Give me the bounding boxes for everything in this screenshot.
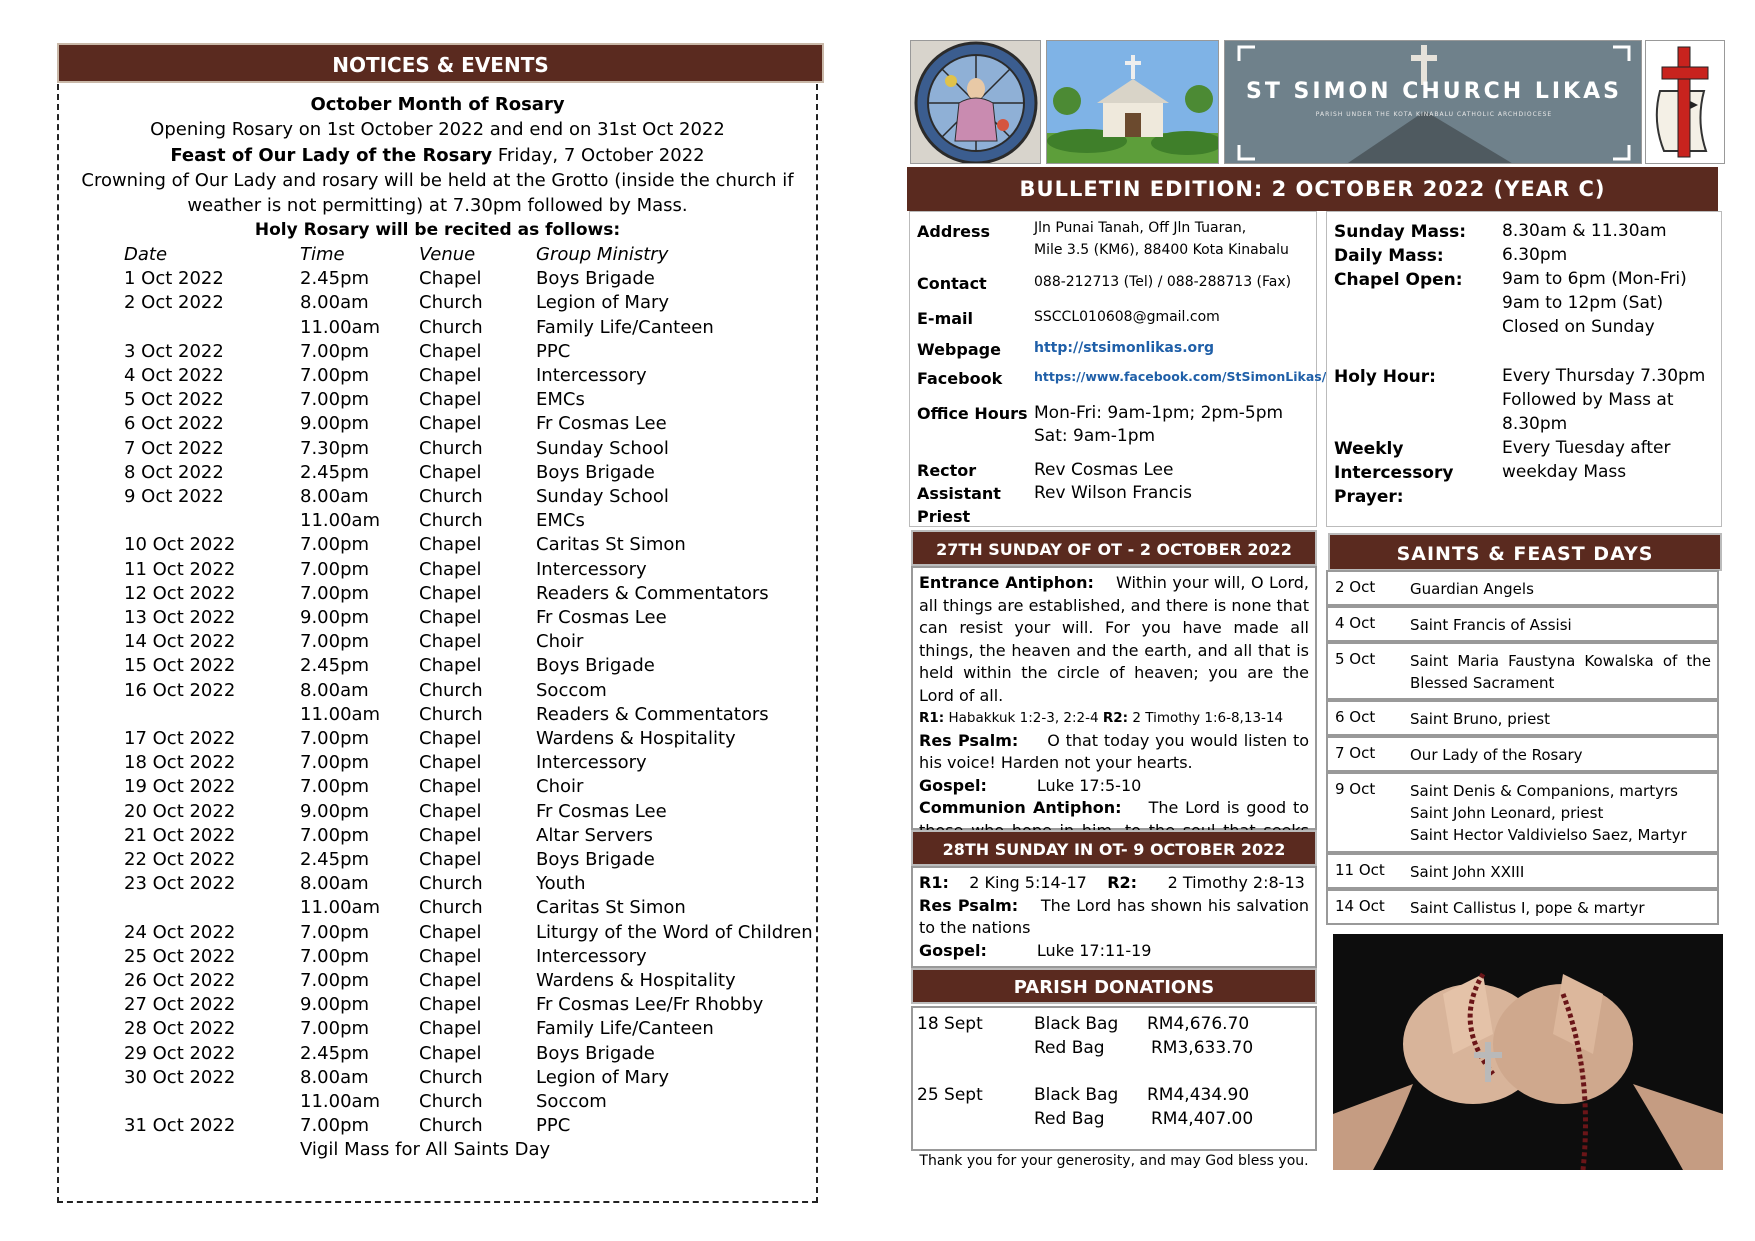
- facebook-label: Facebook: [917, 369, 1003, 388]
- rosary-group: Fr Cosmas Lee: [536, 413, 667, 435]
- rosary-row: [0, 534, 761, 558]
- holy-hour-line1: Every Thursday 7.30pm: [1502, 366, 1706, 386]
- rosary-time: 8.00am: [300, 1066, 369, 1088]
- donation-bag: Red Bag: [1034, 1038, 1105, 1058]
- rosary-date: 2 Oct 2022: [124, 292, 224, 314]
- church-name: ST SIMON CHURCH LIKAS: [1246, 79, 1622, 104]
- church-subtitle: PARISH UNDER THE KOTA KINABALU CATHOLIC ARCHDIOCESE: [1315, 111, 1553, 118]
- cross-logo: [1645, 40, 1725, 164]
- rosary-group: Family Life/Canteen: [536, 316, 714, 338]
- assistant-label-priest: Priest: [917, 507, 971, 526]
- saint-name: Saint Bruno, priest: [1410, 710, 1551, 728]
- rosary-group: EMCs: [536, 389, 585, 411]
- holy-hour-line3: 8.30pm: [1502, 414, 1568, 434]
- rosary-group: Readers & Commentators: [536, 582, 769, 604]
- rosary-row: [0, 752, 761, 776]
- sunday27-readings: Entrance Antiphon: Within your will, O Lord, all things are established, and there is none that can resist your will. For you have made all things, the heaven and the earth, and all that is held within the circle of heaven; you are the Lord of all. R1: Habakkuk 1:2-3, 2:2-4 R2: 2 Timothy 1:6-8,13-14 Res Psalm: O that today you would listen to his voice! Harden not your hearts. Gospel: Luke 17:5-10 Communion Antiphon: The Lord is good to: [911, 566, 1317, 830]
- rosary-row: [0, 873, 761, 897]
- rosary-venue: Chapel: [419, 776, 482, 798]
- rosary-venue: Chapel: [419, 752, 482, 774]
- rosary-row: [0, 897, 761, 921]
- saint-name: Saint John XXIII: [1410, 863, 1525, 881]
- crowning-line2: weather is not permitting) at 7.30pm followed by Mass.: [187, 195, 688, 216]
- rosary-group: Boys Brigade: [536, 655, 655, 677]
- donation-amount: RM4,434.90: [1147, 1085, 1250, 1105]
- rosary-time: 11.00am: [300, 316, 381, 338]
- rosary-date: 16 Oct 2022: [124, 679, 236, 701]
- notices-line1: Opening Rosary on 1st October 2022 and end on 31st Oct 2022: [150, 119, 725, 140]
- saint-date: 14 Oct: [1335, 897, 1385, 915]
- rosary-group: Boys Brigade: [536, 849, 655, 870]
- contact-value: 088-212713 (Tel) / 088-288713 (Fax): [1034, 274, 1292, 290]
- rosary-venue: Church: [419, 873, 483, 895]
- rosary-venue: Church: [419, 316, 483, 338]
- rosary-row: [0, 1043, 761, 1067]
- rosary-date: 8 Oct 2022: [124, 461, 224, 483]
- weekly-label3: Prayer:: [1334, 487, 1404, 507]
- rosary-group: Legion of Mary: [536, 1066, 670, 1088]
- rosary-date: 7 Oct 2022: [124, 437, 224, 459]
- donation-date: 25 Sept: [917, 1085, 983, 1105]
- rosary-date: 28 Oct 2022: [124, 1018, 236, 1040]
- rosary-date: 30 Oct 2022: [124, 1066, 236, 1088]
- rector-value: Rev Cosmas Lee: [1034, 460, 1174, 480]
- rosary-venue: Chapel: [419, 800, 482, 822]
- sunday-mass-value: 8.30am & 11.30am: [1502, 221, 1667, 241]
- rosary-group: Youth: [536, 873, 586, 895]
- rosary-row: [0, 462, 761, 486]
- saint-row: [1326, 853, 1719, 889]
- rosary-date: 14 Oct 2022: [124, 631, 236, 653]
- rosary-date: 29 Oct 2022: [124, 1042, 236, 1064]
- rosary-group: PPC: [536, 1115, 571, 1137]
- saint-row: [1326, 606, 1719, 642]
- rosary-venue: Chapel: [419, 389, 482, 411]
- rosary-time: 9.00pm: [300, 413, 370, 435]
- rosary-venue: Church: [419, 486, 483, 507]
- rosary-group: Boys Brigade: [536, 268, 655, 290]
- address-line1: Jln Punai Tanah, Off Jln Tuaran,: [1034, 220, 1247, 236]
- rosary-date: 10 Oct 2022: [124, 534, 236, 556]
- donation-date: 18 Sept: [917, 1014, 983, 1034]
- rosary-time: 7.00pm: [300, 534, 370, 556]
- donations-thanks: Thank you for your generosity, and may God bless you.: [919, 1153, 1309, 1169]
- rosary-time: 7.00pm: [300, 558, 370, 580]
- rosary-date: 17 Oct 2022: [124, 728, 236, 749]
- rosary-group: Sunday School: [536, 486, 669, 507]
- rosary-date: 22 Oct 2022: [124, 849, 236, 870]
- rosary-venue: Church: [419, 897, 483, 919]
- saint-date: 4 Oct: [1335, 614, 1376, 632]
- rosary-column-header: Venue: [419, 244, 476, 265]
- rosary-group: Fr Cosmas Lee: [536, 607, 667, 628]
- weekly-label2: Intercessory: [1334, 463, 1454, 483]
- donation-amount: RM4,676.70: [1147, 1014, 1250, 1034]
- rosary-venue: Chapel: [419, 1018, 482, 1040]
- rosary-row: [0, 486, 761, 510]
- weekly-line2: weekday Mass: [1502, 462, 1627, 482]
- rosary-time: 7.00pm: [300, 921, 370, 943]
- saint-row: [1326, 772, 1719, 853]
- rosary-time: 7.00pm: [300, 389, 370, 411]
- rosary-venue: Chapel: [419, 340, 482, 362]
- rosary-group: Intercessory: [536, 558, 647, 580]
- rosary-row: [0, 1139, 761, 1163]
- rosary-date: 25 Oct 2022: [124, 945, 236, 967]
- rosary-date: 26 Oct 2022: [124, 970, 236, 991]
- rosary-group: Caritas St Simon: [536, 534, 686, 556]
- rosary-time: 7.00pm: [300, 1115, 370, 1137]
- rosary-row: [0, 1091, 761, 1115]
- chapel-open-label: Chapel Open:: [1334, 270, 1463, 290]
- saint-name: Guardian Angels: [1410, 580, 1534, 598]
- rosary-column-header: Time: [300, 244, 345, 265]
- rosary-venue: Church: [419, 292, 483, 314]
- rosary-date: 27 Oct 2022: [124, 994, 236, 1016]
- saint-row: [1326, 736, 1719, 772]
- rosary-row: [0, 1115, 761, 1139]
- rosary-time: 8.00am: [300, 486, 369, 507]
- daily-mass-label: Daily Mass:: [1334, 246, 1444, 266]
- rosary-row: [0, 655, 761, 679]
- church-building-image: [1046, 40, 1219, 164]
- rosary-venue: Chapel: [419, 921, 482, 943]
- rosary-time: 2.45pm: [300, 655, 370, 677]
- notices-headline: October Month of Rosary: [310, 94, 565, 115]
- rosary-row: [0, 268, 761, 292]
- rosary-venue: Chapel: [419, 365, 482, 386]
- rosary-header-row: [0, 244, 761, 268]
- rosary-venue: Chapel: [419, 461, 482, 483]
- rosary-group: EMCs: [536, 510, 585, 532]
- rosary-group: Caritas St Simon: [536, 897, 686, 919]
- rosary-group: Altar Servers: [536, 824, 653, 846]
- rosary-venue: Church: [419, 510, 483, 532]
- rosary-date: 19 Oct 2022: [124, 776, 236, 798]
- rosary-time: 7.00pm: [300, 582, 370, 604]
- rosary-date: 12 Oct 2022: [124, 582, 236, 604]
- saint-date: 7 Oct: [1335, 744, 1376, 762]
- rosary-group: Choir: [536, 776, 584, 798]
- rosary-row: [0, 438, 761, 462]
- rosary-venue: Chapel: [419, 607, 482, 628]
- rosary-time: 8.00am: [300, 679, 369, 701]
- rosary-date: 15 Oct 2022: [124, 655, 236, 677]
- rosary-venue: Chapel: [419, 994, 482, 1016]
- chapel-open-line3: Closed on Sunday: [1502, 317, 1655, 337]
- rosary-row: [0, 1018, 761, 1042]
- rosary-time: 7.00pm: [300, 824, 370, 846]
- rosary-group: Sunday School: [536, 437, 669, 459]
- rosary-date: 3 Oct 2022: [124, 340, 224, 362]
- rosary-date: 13 Oct 2022: [124, 607, 236, 628]
- rosary-group: Soccom: [536, 679, 607, 701]
- saint-row: [1326, 642, 1719, 700]
- address-label: Address: [917, 222, 991, 241]
- chapel-open-line1: 9am to 6pm (Mon-Fri): [1502, 269, 1687, 289]
- rosary-row: [0, 365, 761, 389]
- donations-title: PARISH DONATIONS: [911, 968, 1317, 1004]
- email-value[interactable]: SSCCL010608@gmail.com: [1034, 309, 1220, 325]
- rosary-time: 7.00pm: [300, 728, 370, 749]
- donation-bag: Red Bag: [1034, 1109, 1105, 1129]
- rosary-row: [0, 559, 761, 583]
- saint-row: [1326, 570, 1719, 606]
- saint-date: 5 Oct: [1335, 650, 1376, 668]
- rosary-row: [0, 389, 761, 413]
- rosary-row: [0, 970, 761, 994]
- rosary-row: [0, 946, 761, 970]
- rosary-row: [0, 510, 761, 534]
- donation-bag: Black Bag: [1034, 1085, 1119, 1105]
- rosary-group: Readers & Commentators: [536, 703, 769, 725]
- webpage-link[interactable]: http://stsimonlikas.org: [1034, 340, 1215, 356]
- rosary-venue: Chapel: [419, 413, 482, 435]
- saint-row: [1326, 700, 1719, 736]
- rosary-venue: Church: [419, 703, 483, 725]
- rosary-venue: Chapel: [419, 945, 482, 967]
- rosary-row: [0, 631, 761, 655]
- rosary-date: 9 Oct 2022: [124, 486, 224, 507]
- rosary-hands-image: [1333, 934, 1723, 1170]
- rosary-time: 8.00am: [300, 292, 369, 314]
- rosary-row: [0, 607, 761, 631]
- rosary-date: 31 Oct 2022: [124, 1115, 236, 1137]
- rosary-venue: Chapel: [419, 849, 482, 870]
- rosary-date: 23 Oct 2022: [124, 873, 236, 895]
- rector-label: Rector: [917, 461, 977, 480]
- rosary-time: 7.00pm: [300, 776, 370, 798]
- rosary-venue: Chapel: [419, 824, 482, 846]
- rosary-time: 11.00am: [300, 897, 381, 919]
- rosary-column-header: Date: [124, 244, 168, 265]
- address-line2: Mile 3.5 (KM6), 88400 Kota Kinabalu: [1034, 242, 1289, 258]
- church-banner: [1224, 40, 1642, 164]
- holy-hour-label: Holy Hour:: [1334, 367, 1436, 387]
- rosary-date: 21 Oct 2022: [124, 824, 236, 846]
- rosary-time: 9.00pm: [300, 607, 370, 628]
- edition-bar: BULLETIN EDITION: 2 OCTOBER 2022 (YEAR C): [907, 167, 1718, 211]
- rosary-venue: Church: [419, 679, 483, 701]
- daily-mass-value: 6.30pm: [1502, 245, 1568, 265]
- rosary-venue: Chapel: [419, 534, 482, 556]
- facebook-link[interactable]: https://www.facebook.com/StSimonLikas/: [1034, 369, 1327, 384]
- saint-name: Saint Callistus I, pope & martyr: [1410, 899, 1645, 917]
- rosary-time: 9.00pm: [300, 994, 370, 1016]
- rosary-time: 7.00pm: [300, 1018, 370, 1040]
- rosary-row: [0, 921, 813, 946]
- rosary-date: 5 Oct 2022: [124, 389, 224, 411]
- rosary-group: Choir: [536, 631, 584, 653]
- donation-bag: Black Bag: [1034, 1014, 1119, 1034]
- contact-label: Contact: [917, 274, 987, 293]
- saint-date: 9 Oct: [1335, 780, 1376, 798]
- rosary-row: [0, 776, 761, 800]
- rosary-venue: Chapel: [419, 558, 482, 580]
- rosary-group: Wardens & Hospitality: [536, 970, 736, 991]
- rosary-time: 7.00pm: [300, 365, 370, 386]
- rosary-date: 20 Oct 2022: [124, 800, 236, 822]
- rosary-row: [0, 680, 761, 704]
- rosary-time: 7.00pm: [300, 752, 370, 774]
- rosary-row: [0, 703, 769, 728]
- weekly-label1: Weekly: [1334, 439, 1404, 459]
- rosary-time: 2.45pm: [300, 1042, 370, 1064]
- rosary-row: [0, 994, 764, 1018]
- rosary-time: 7.00pm: [300, 631, 370, 653]
- rosary-time: 9.00pm: [300, 800, 370, 822]
- rosary-venue: Chapel: [419, 582, 482, 604]
- weekly-line1: Every Tuesday after: [1502, 438, 1671, 458]
- saints-title: SAINTS & FEAST DAYS: [1328, 533, 1722, 571]
- email-label: E-mail: [917, 309, 974, 328]
- rosary-group: Intercessory: [536, 945, 647, 967]
- rosary-time: 2.45pm: [300, 849, 370, 870]
- rosary-venue: Church: [419, 1091, 483, 1112]
- rosary-time: 11.00am: [300, 1091, 381, 1112]
- rosary-time: 2.45pm: [300, 268, 370, 290]
- rosary-group: PPC: [536, 340, 571, 362]
- rosary-time: 11.00am: [300, 510, 381, 532]
- rosary-row: [0, 341, 761, 365]
- rosary-group: Soccom: [536, 1091, 607, 1112]
- saint-name: Saint Denis & Companions, martyrs Saint John Leonard, priest Saint Hector Valdivielso Saez, Martyr: [1410, 782, 1687, 844]
- office-hours-line1: Mon-Fri: 9am-1pm; 2pm-5pm: [1034, 403, 1284, 423]
- rosary-time: 7.00pm: [300, 340, 370, 362]
- rosary-row: [0, 292, 761, 316]
- rosary-venue: Chapel: [419, 631, 482, 653]
- sunday27-title: 27TH SUNDAY OF OT - 2 OCTOBER 2022: [911, 530, 1317, 566]
- rosary-venue: Chapel: [419, 655, 482, 677]
- rosary-time: Vigil Mass for All Saints Day: [300, 1139, 551, 1161]
- rosary-date: 6 Oct 2022: [124, 413, 224, 435]
- saint-date: 11 Oct: [1335, 861, 1385, 879]
- stained-glass-image: [910, 40, 1041, 164]
- rosary-date: 1 Oct 2022: [124, 268, 224, 290]
- sunday28-title: 28TH SUNDAY IN OT- 9 OCTOBER 2022: [911, 830, 1317, 866]
- rosary-time: 7.30pm: [300, 437, 370, 459]
- rosary-time: 11.00am: [300, 703, 381, 725]
- webpage-label: Webpage: [917, 340, 1001, 359]
- rosary-row: [0, 728, 761, 752]
- chapel-open-line2: 9am to 12pm (Sat): [1502, 293, 1664, 313]
- rosary-row: [0, 1067, 761, 1091]
- rosary-group: Wardens & Hospitality: [536, 728, 736, 749]
- rosary-time: 2.45pm: [300, 461, 370, 483]
- rosary-group: Family Life/Canteen: [536, 1018, 714, 1040]
- rosary-date: 11 Oct 2022: [124, 558, 236, 580]
- rosary-group: Legion of Mary: [536, 292, 670, 314]
- rosary-row: [0, 317, 761, 341]
- rosary-venue: Chapel: [419, 728, 482, 749]
- saint-name: Saint Maria Faustyna Kowalska of the Blessed Sacrament: [1410, 652, 1711, 692]
- rosary-venue: Chapel: [419, 268, 482, 290]
- rosary-row: [0, 801, 761, 825]
- saint-row: [1326, 889, 1719, 925]
- notices-title: NOTICES & EVENTS: [57, 43, 824, 83]
- rosary-column-header: Group Ministry: [536, 244, 669, 265]
- rosary-date: 4 Oct 2022: [124, 365, 224, 386]
- assistant-value: Rev Wilson Francis: [1034, 483, 1192, 503]
- rosary-row: [0, 413, 761, 437]
- rosary-venue: Chapel: [419, 1042, 482, 1064]
- donation-amount: RM4,407.00: [1151, 1109, 1254, 1129]
- rosary-group: Intercessory: [536, 365, 647, 386]
- rosary-row: [0, 582, 769, 607]
- saint-date: 6 Oct: [1335, 708, 1376, 726]
- holy-rosary-heading: Holy Rosary will be recited as follows:: [254, 220, 621, 240]
- donation-amount: RM3,633.70: [1151, 1038, 1254, 1058]
- rosary-group: Fr Cosmas Lee: [536, 800, 667, 822]
- saint-date: 2 Oct: [1335, 578, 1376, 596]
- rosary-time: 7.00pm: [300, 970, 370, 991]
- rosary-row: [0, 825, 761, 849]
- rosary-venue: Church: [419, 437, 483, 459]
- rosary-row: [0, 849, 761, 873]
- rosary-group: Fr Cosmas Lee/Fr Rhobby: [536, 994, 764, 1016]
- saint-name: Our Lady of the Rosary: [1410, 746, 1583, 764]
- holy-hour-line2: Followed by Mass at: [1502, 390, 1674, 410]
- sunday-mass-label: Sunday Mass:: [1334, 222, 1466, 242]
- rosary-date: 18 Oct 2022: [124, 752, 236, 774]
- rosary-venue: Church: [419, 1115, 483, 1137]
- rosary-group: Intercessory: [536, 752, 647, 774]
- office-hours-label: Office Hours: [917, 404, 1028, 423]
- rosary-group: Liturgy of the Word of Children: [536, 921, 813, 943]
- rosary-venue: Chapel: [419, 970, 482, 991]
- assistant-label: Assistant: [917, 484, 1001, 503]
- rosary-date: 24 Oct 2022: [124, 921, 236, 943]
- crowning-line1: Crowning of Our Lady and rosary will be held at the Grotto (inside the church if: [81, 170, 794, 191]
- rosary-venue: Church: [419, 1066, 483, 1088]
- feast-line: Feast of Our Lady of the Rosary Friday, 7 October 2022: [170, 145, 705, 166]
- rosary-group: Boys Brigade: [536, 461, 655, 483]
- rosary-time: 8.00am: [300, 873, 369, 895]
- rosary-group: Boys Brigade: [536, 1042, 655, 1064]
- saint-name: Saint Francis of Assisi: [1410, 616, 1572, 634]
- office-hours-line2: Sat: 9am-1pm: [1034, 426, 1156, 446]
- sunday28-readings: R1: 2 King 5:14-17 R2: 2 Timothy 2:8-13 Res Psalm: The Lord has shown his salvation to the nations Gospel: Luke 17:11-19: [911, 866, 1317, 968]
- rosary-time: 7.00pm: [300, 945, 370, 967]
